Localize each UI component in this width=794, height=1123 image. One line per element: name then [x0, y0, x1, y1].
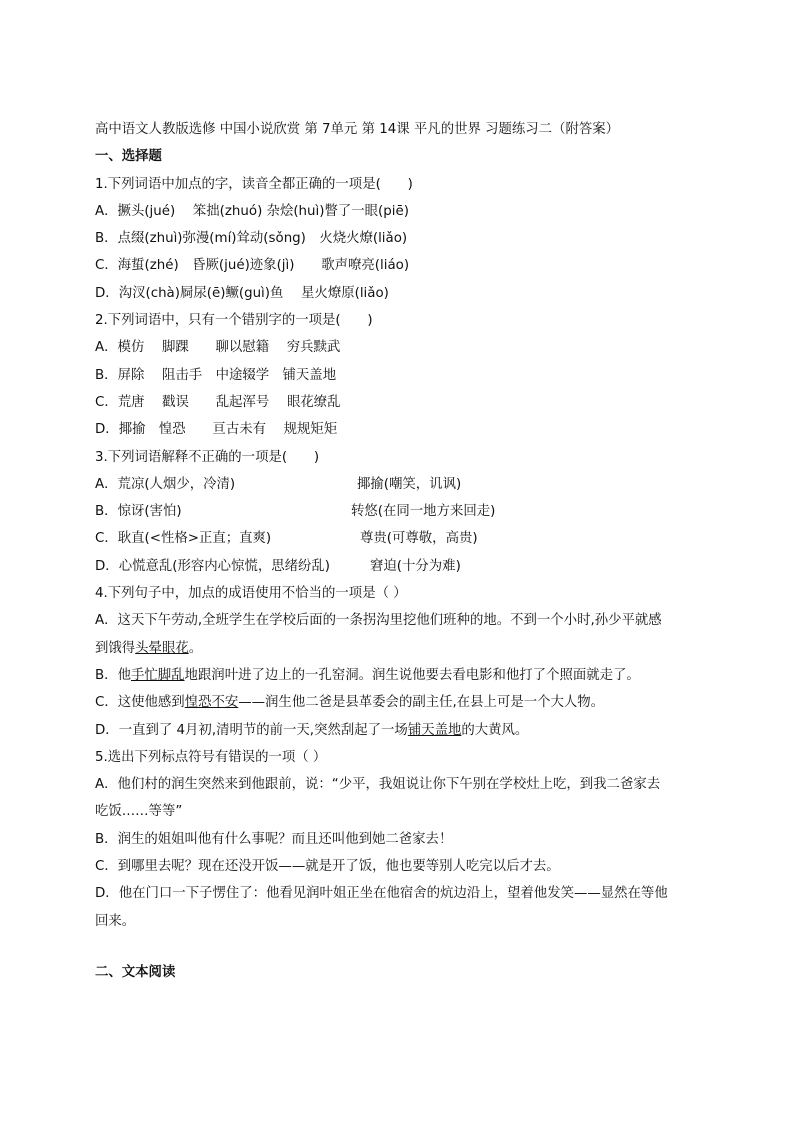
- question-3-option-b: [95, 498, 705, 525]
- text-run: 地跟润叶进了边上的一孔窑洞。润生说他要去看电影和他打了个照面就走了。: [184, 667, 640, 683]
- question-4-option-a-line1: A．这天下午劳动,全班学生在学校后面的一条拐沟里挖他们班种的地。不到一个小时,孙少平就感: [95, 613, 662, 629]
- question-3-option-b-right: 转悠(在同一地方来回走): [351, 504, 496, 520]
- question-1-option-a: A．撅头(jué) 笨拙(zhuó) 杂烩(huì)瞥了一眼(piē): [95, 203, 409, 219]
- section-heading-reading: 二、文本阅读: [95, 964, 176, 980]
- question-3-option-d-left: D．心慌意乱(形容内心惊慌，思绪纷乱): [95, 558, 331, 574]
- question-1-option-c: C．海蜇(zhé) 昏厥(jué)迹象(jì) 歌声嘹亮(liáo): [95, 258, 410, 274]
- question-2-option-a: A．模仿 脚踝 聊以慰籍 穷兵黩武: [95, 340, 341, 356]
- text-run: 到饿得: [95, 640, 136, 656]
- question-3-option-d: [95, 553, 705, 580]
- dotted-idiom: 惶恐不安: [184, 695, 239, 711]
- question-1-option-d: D．沟汊(chà)屙尿(ē)鳜(guì)鱼 星火燎原(liǎo): [95, 285, 389, 301]
- question-5-option-a-line2: 吃饭……等等”: [95, 804, 183, 820]
- section-heading-choice: 一、选择题: [95, 149, 162, 165]
- question-1-stem: 1.下列词语中加点的字，读音全都正确的一项是( ): [95, 176, 413, 192]
- question-4-stem: 4.下列句子中，加点的成语使用不恰当的一项是（ ）: [95, 586, 407, 602]
- text-run: C．这使他感到: [95, 695, 185, 711]
- text-run: 的大黄风。: [461, 722, 529, 738]
- text-run: D．一直到了 4月初,清明节的前一天,突然刮起了一场: [95, 722, 408, 738]
- document-title: 高中语文人教版选修 中国小说欣赏 第 7单元 第 14课 平凡的世界 习题练习二（附答案）: [95, 122, 620, 137]
- text-run: ——润生他二爸是县革委会的副主任,在县上可是一个大人物。: [238, 695, 605, 711]
- question-4-option-b: [95, 662, 705, 689]
- question-2-option-b: B．屏除 阻击手 中途辍学 铺天盖地: [95, 367, 337, 383]
- question-2-stem: 2.下列词语中，只有一个错别字的一项是( ): [95, 313, 373, 329]
- question-1-option-b: B．点缀(zhuì)弥漫(mí)耸动(sǒng) 火烧火燎(liǎo): [95, 231, 408, 247]
- dotted-idiom: 头晕眼花: [135, 640, 189, 656]
- text-run: 。: [188, 640, 203, 656]
- question-5-option-b: B．润生的姐姐叫他有什么事呢？而且还叫他到她二爸家去！: [95, 831, 453, 847]
- question-5-option-a-line1: A．他们村的润生突然来到他跟前，说：“少平，我姐说让你下午别在学校灶上吃，到我二爸家去: [95, 777, 661, 793]
- question-3-option-d-right: 窘迫(十分为难): [370, 558, 461, 574]
- question-5-option-d-line2: 回来。: [95, 913, 136, 929]
- document-page: [95, 116, 705, 986]
- question-3-option-c-left: C．耿直(<性格>正直；直爽): [95, 531, 272, 547]
- question-4-option-c: [95, 689, 705, 716]
- question-5-option-c: C．到哪里去呢？现在还没开饭——就是开了饭，他也要等别人吃完以后才去。: [95, 859, 560, 875]
- question-3-option-c: [95, 525, 705, 552]
- question-3-option-a-left: A．荒凉(人烟少，冷清): [95, 476, 236, 492]
- question-2-option-c: C．荒唐 戳误 乱起浑号 眼花缭乱: [95, 394, 341, 410]
- question-5-stem: 5.选出下列标点符号有错误的一项（ ）: [95, 749, 327, 765]
- dotted-idiom: 手忙脚乱: [130, 667, 185, 683]
- question-2-option-d: D．揶揄 惶恐 亘古未有 规规矩矩: [95, 422, 338, 438]
- question-3-stem: 3.下列词语解释不正确的一项是( ): [95, 449, 320, 465]
- question-5-option-d-line1: D．他在门口一下子愣住了：他看见润叶姐正坐在他宿舍的炕边沿上，望着他发笑——显然在等他: [95, 886, 668, 902]
- text-run: B．他: [95, 667, 131, 683]
- question-3-option-b-left: B．惊讶(害怕): [95, 504, 182, 520]
- spacer: [95, 935, 705, 959]
- dotted-idiom: 铺天盖地: [407, 722, 462, 738]
- question-3-option-c-right: 尊贵(可尊敬，高贵): [360, 531, 478, 547]
- question-3-option-a: [95, 471, 705, 498]
- question-4-option-d: [95, 717, 705, 744]
- question-4-option-a-line2: [95, 635, 705, 662]
- question-3-option-a-right: 揶揄(嘲笑，讥讽): [357, 476, 462, 492]
